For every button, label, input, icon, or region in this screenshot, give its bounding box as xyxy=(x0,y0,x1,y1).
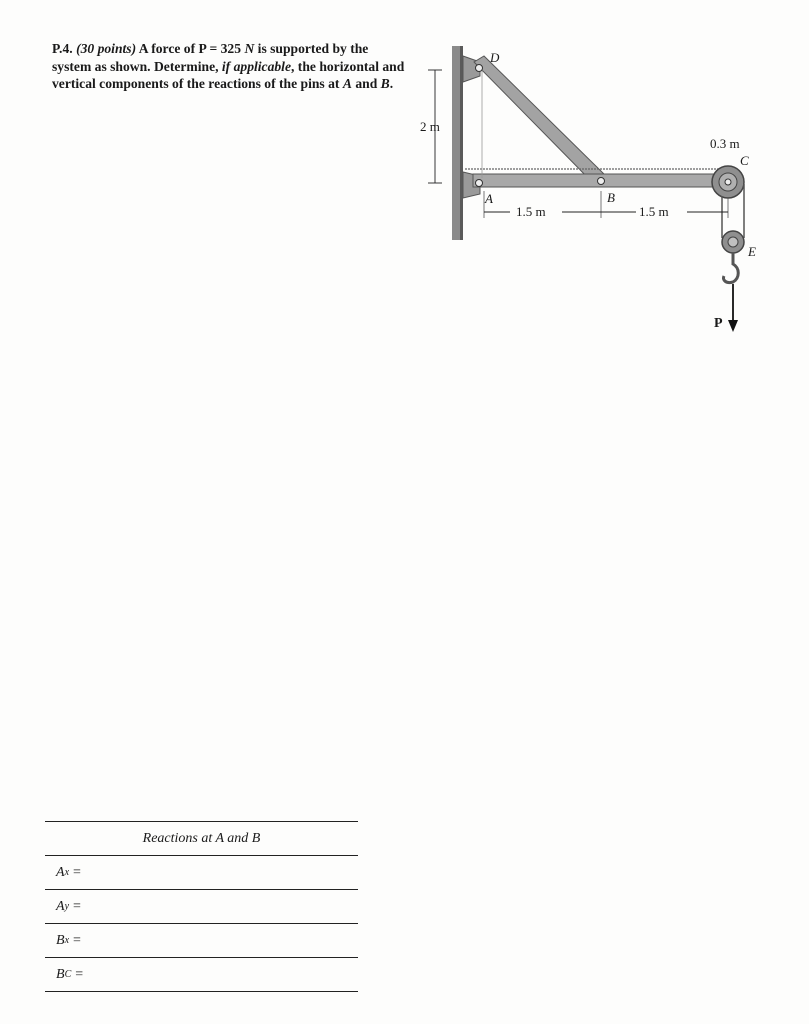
row-equals: = xyxy=(75,966,84,982)
problem-text-3: is supported by the system as shown. Determine, xyxy=(52,41,369,74)
reactions-table-title: Reactions at A and B xyxy=(142,830,261,846)
table-row-ax xyxy=(45,856,358,890)
bc-answer-field[interactable] xyxy=(83,958,358,991)
row-equals: = xyxy=(73,864,81,880)
pin-a xyxy=(476,180,483,187)
pulley-e-hub xyxy=(728,237,738,247)
row-symbol: B xyxy=(56,932,65,948)
row-symbol: A xyxy=(56,898,65,914)
problem-text-4: , the horizontal and vertical components of the reactions of the pins at xyxy=(52,58,405,91)
row-subscript: x xyxy=(64,867,70,878)
ax-answer-field[interactable] xyxy=(81,856,358,889)
table-row-ay xyxy=(45,890,358,924)
dim-radius-label: 0.3 m xyxy=(710,136,740,151)
problem-text-6: . xyxy=(389,76,394,91)
table-row-bc xyxy=(45,958,358,992)
bx-answer-field[interactable] xyxy=(81,924,358,957)
problem-text-2: = 325 xyxy=(206,41,245,56)
if-applicable-text: if applicable xyxy=(221,58,291,74)
row-equals: = xyxy=(73,898,81,914)
dim-height-label: 2 m xyxy=(420,119,440,134)
row-subscript: C xyxy=(64,969,72,980)
problem-text-1: A force of xyxy=(138,41,199,56)
label-e: E xyxy=(748,244,756,259)
problem-number: P.4. xyxy=(52,41,73,56)
label-b: B xyxy=(607,190,615,205)
label-c: C xyxy=(740,153,749,168)
pin-a-text: A xyxy=(342,76,352,91)
ay-answer-field[interactable] xyxy=(81,890,358,923)
hook xyxy=(723,253,738,283)
pin-b-text: B xyxy=(380,76,390,91)
problem-text-5: and xyxy=(351,76,381,91)
member-db xyxy=(474,56,606,186)
force-unit: N xyxy=(244,41,255,56)
row-symbol: A xyxy=(56,864,65,880)
label-d: D xyxy=(490,50,500,65)
reactions-table xyxy=(45,821,358,992)
row-equals: = xyxy=(73,932,81,948)
reactions-table-header xyxy=(45,822,358,856)
pin-d xyxy=(476,65,483,72)
row-symbol: B xyxy=(56,966,65,982)
dim-ab-label: 1.5 m xyxy=(516,204,546,219)
table-row-bx xyxy=(45,924,358,958)
label-p: P xyxy=(714,316,723,331)
pulley-c-pin xyxy=(725,179,731,185)
frame-diagram xyxy=(410,38,790,338)
label-a: A xyxy=(485,191,493,206)
problem-points: (30 points) xyxy=(76,41,137,56)
force-arrowhead xyxy=(728,320,738,332)
pin-b xyxy=(598,178,605,185)
dim-bc-label: 1.5 m xyxy=(639,204,669,219)
problem-statement xyxy=(52,40,407,93)
row-subscript: y xyxy=(64,901,70,912)
force-symbol: P xyxy=(198,41,207,56)
row-subscript: x xyxy=(64,935,70,946)
